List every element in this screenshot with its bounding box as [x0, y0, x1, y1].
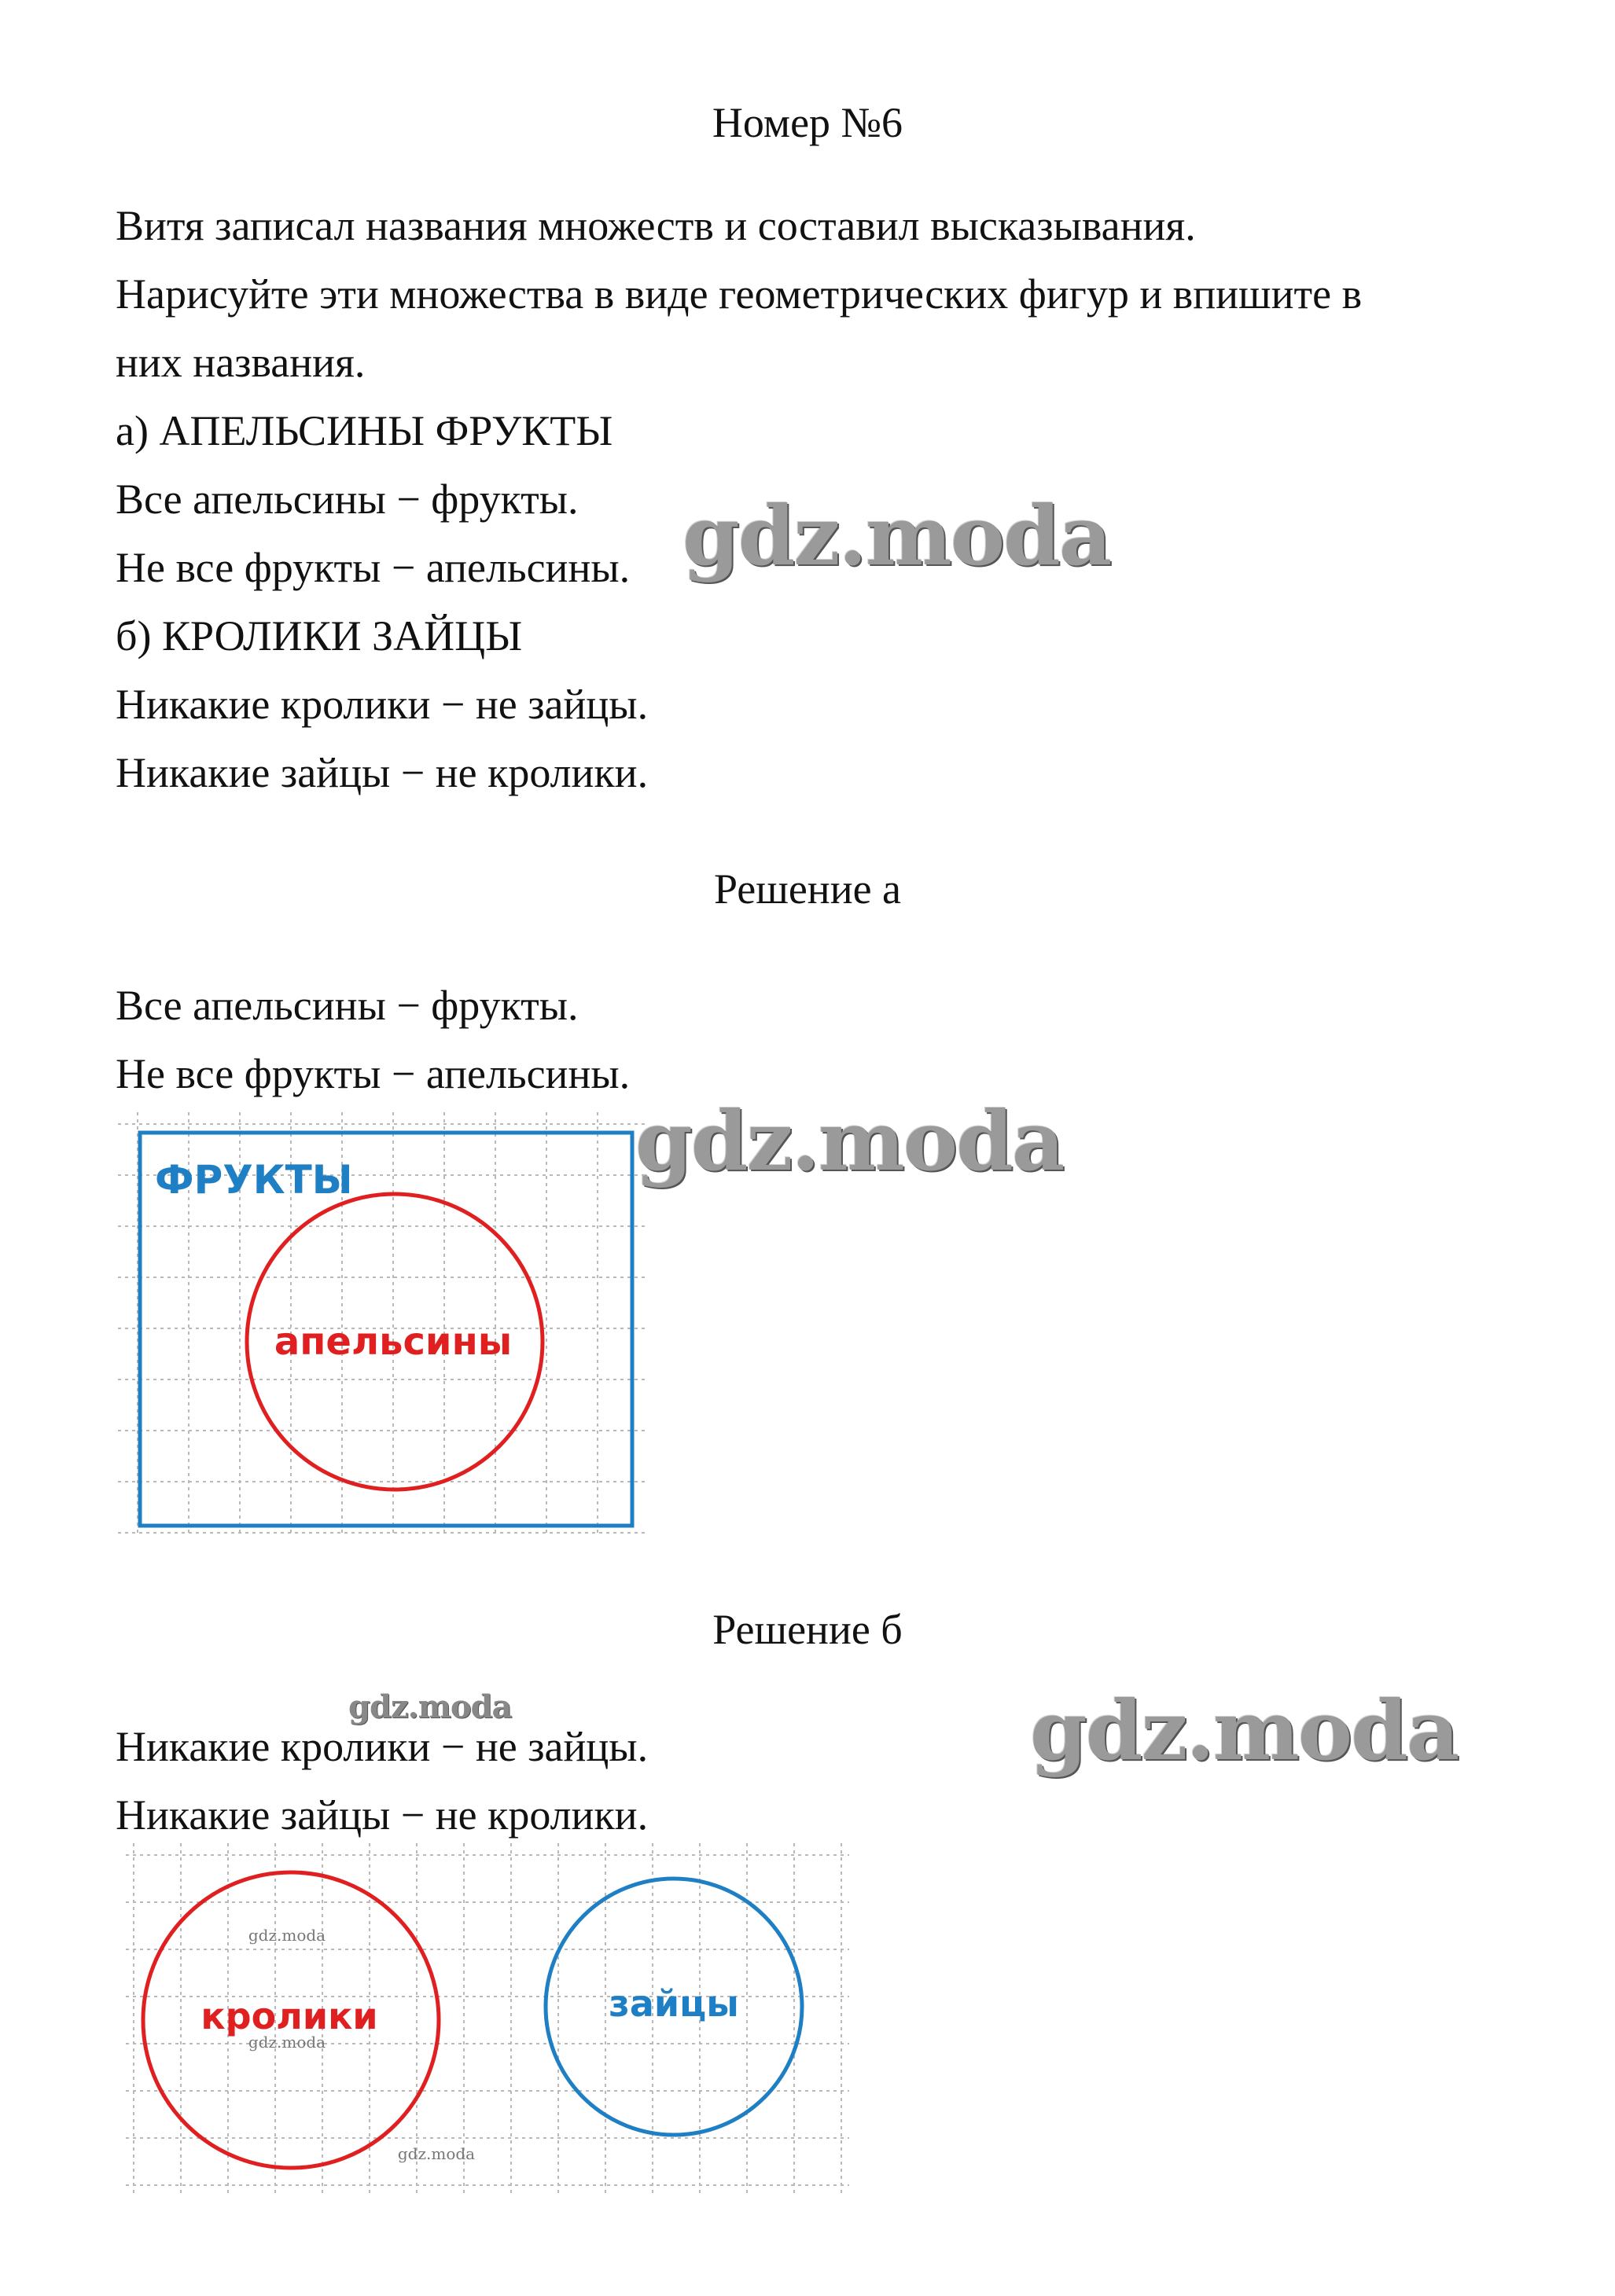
diagram-rabbits-hares	[126, 1843, 849, 2193]
watermark-2: gdz.moda	[635, 1093, 1064, 1189]
watermark-4: gdz.moda	[1030, 1682, 1459, 1779]
hares-label: зайцы	[609, 1982, 739, 2025]
task-line-5: Все апельсины − фрукты.	[116, 476, 579, 523]
solution-b-line-1: Никакие кролики − не зайцы.	[116, 1723, 649, 1770]
watermark-3: gdz.moda	[348, 1688, 512, 1725]
watermark-tiny-2: gdz.moda	[248, 2033, 326, 2052]
solution-b-heading: Решение б	[712, 1606, 903, 1653]
watermark-1: gdz.moda	[682, 487, 1111, 584]
solution-a-line-1: Все апельсины − фрукты.	[116, 982, 579, 1029]
watermark-tiny-3: gdz.moda	[397, 2144, 476, 2163]
solution-a-line-2: Не все фрукты − апельсины.	[116, 1050, 631, 1097]
task-line-9: Никакие зайцы − не кролики.	[116, 749, 649, 796]
task-line-1: Витя записал названия множеств и составил высказывания.	[116, 202, 1196, 249]
task-line-6: Не все фрукты − апельсины.	[116, 544, 631, 591]
fruits-label: ФРУКТЫ	[155, 1157, 353, 1203]
task-line-8: Никакие кролики − не зайцы.	[116, 681, 649, 728]
page-title: Номер №6	[712, 99, 903, 146]
solution-b-line-2: Никакие зайцы − не кролики.	[116, 1791, 649, 1839]
solution-a-heading: Решение а	[713, 865, 902, 913]
diagram-fruits-oranges	[118, 1112, 645, 1537]
task-line-2: Нарисуйте эти множества в виде геометрических фигур и впишите в	[116, 270, 1363, 318]
rabbits-label: кролики	[200, 1995, 378, 2037]
task-line-3: них названия.	[116, 339, 366, 386]
task-line-4: а) АПЕЛЬСИНЫ ФРУКТЫ	[116, 407, 613, 454]
oranges-label: апельсины	[274, 1320, 513, 1364]
watermark-tiny-1: gdz.moda	[248, 1926, 326, 1945]
task-line-7: б) КРОЛИКИ ЗАЙЦЫ	[116, 612, 523, 659]
